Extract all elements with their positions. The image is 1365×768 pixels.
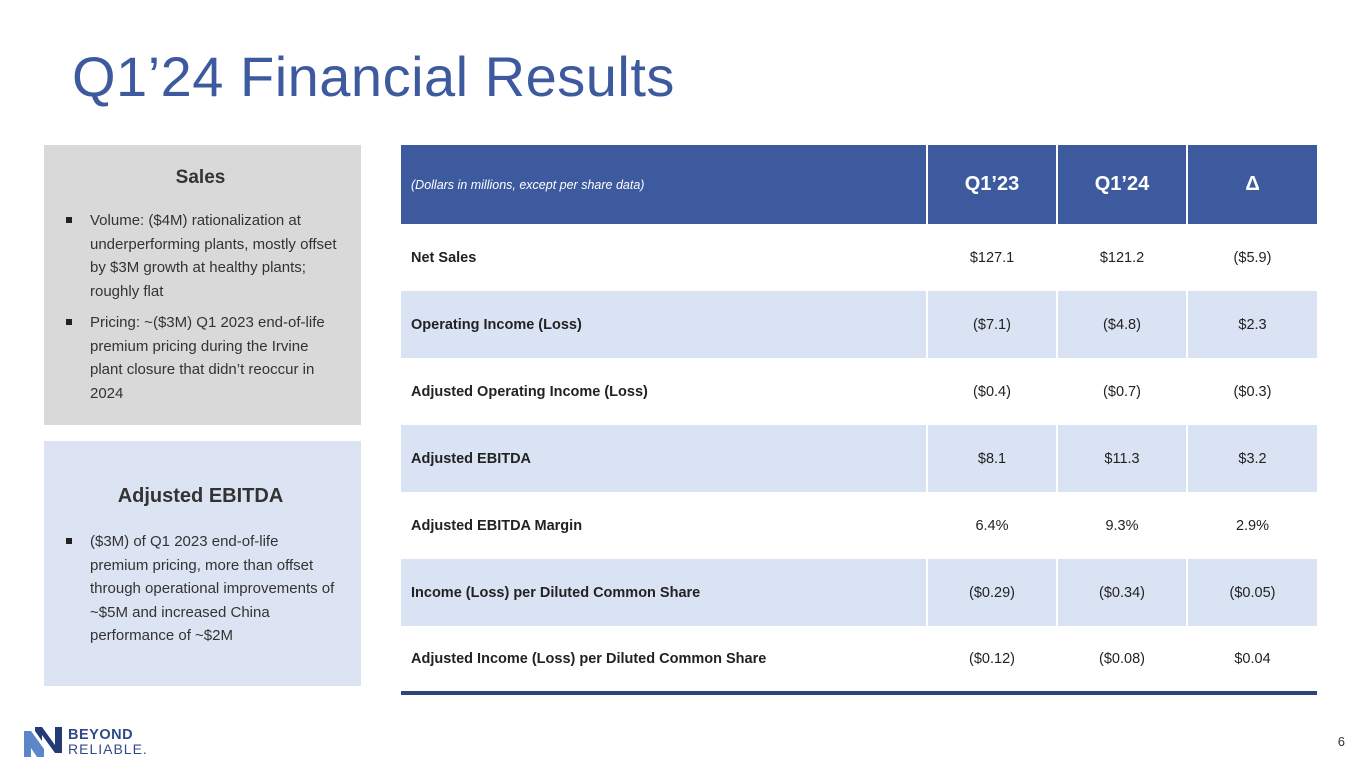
header-delta: Δ xyxy=(1187,145,1317,224)
cell-q1-23: ($7.1) xyxy=(927,291,1057,358)
financial-results-table xyxy=(401,145,1317,695)
cell-q1-24: 9.3% xyxy=(1057,492,1187,559)
table-row xyxy=(401,492,1317,559)
cell-delta: $3.2 xyxy=(1187,425,1317,492)
sales-heading: Sales xyxy=(175,167,226,188)
beyond-reliable-logo xyxy=(24,727,174,759)
sales-bullet-list xyxy=(64,209,337,405)
logo-mark-icon xyxy=(24,727,62,757)
adjusted-ebitda-heading: Adjusted EBITDA xyxy=(117,485,284,507)
cell-q1-23: ($0.4) xyxy=(927,358,1057,425)
sales-panel xyxy=(44,145,361,425)
cell-q1-23: $8.1 xyxy=(927,425,1057,492)
cell-q1-23: ($0.29) xyxy=(927,559,1057,626)
row-label: Adjusted EBITDA Margin xyxy=(411,517,583,534)
adjusted-ebitda-panel xyxy=(44,441,361,686)
row-label: Net Sales xyxy=(411,249,477,266)
table-row xyxy=(401,559,1317,626)
table-header-row xyxy=(401,145,1317,224)
cell-delta: ($5.9) xyxy=(1187,224,1317,291)
header-q1-24: Q1’24 xyxy=(1057,145,1187,224)
cell-q1-23: $127.1 xyxy=(927,224,1057,291)
cell-delta: 2.9% xyxy=(1187,492,1317,559)
cell-delta: $0.04 xyxy=(1187,626,1317,693)
row-label: Adjusted EBITDA xyxy=(401,425,927,492)
cell-delta: ($0.05) xyxy=(1187,559,1317,626)
table-row xyxy=(401,358,1317,425)
cell-q1-24: $121.2 xyxy=(1057,224,1187,291)
table-row xyxy=(401,291,1317,358)
cell-q1-24: ($0.7) xyxy=(1057,358,1187,425)
logo-text-reliable: RELIABLE. xyxy=(68,741,148,757)
row-label: Adjusted Income (Loss) per Diluted Common Share xyxy=(401,626,927,693)
row-label: Income (Loss) per Diluted Common Share xyxy=(401,559,927,626)
header-units-note: (Dollars in millions, except per share data) xyxy=(401,145,927,224)
sales-bullet-pricing: Pricing: ~($3M) Q1 2023 end-of-life premium pricing during the Irvine plant closure that didn’t reoccur in 2024 xyxy=(64,311,337,405)
cell-delta: $2.3 xyxy=(1187,291,1317,358)
table-row xyxy=(401,425,1317,492)
row-label: Operating Income (Loss) xyxy=(401,291,927,358)
ebitda-bullet-list xyxy=(64,530,337,648)
cell-delta: ($0.3) xyxy=(1187,358,1317,425)
cell-q1-23: 6.4% xyxy=(927,492,1057,559)
cell-q1-24: $11.3 xyxy=(1057,425,1187,492)
cell-q1-23: ($0.12) xyxy=(927,626,1057,693)
cell-q1-24: ($4.8) xyxy=(1057,291,1187,358)
row-label: Adjusted Operating Income (Loss) xyxy=(411,383,648,400)
logo-text-beyond: BEYOND xyxy=(68,727,134,743)
cell-q1-24: ($0.08) xyxy=(1057,626,1187,693)
table-row xyxy=(401,224,1317,291)
cell-q1-24: ($0.34) xyxy=(1057,559,1187,626)
page-title: Q1’24 Financial Results xyxy=(72,45,675,108)
sales-bullet-volume: Volume: ($4M) rationalization at underperforming plants, mostly offset by $3M growth at healthy plants; roughly flat xyxy=(64,209,337,303)
table-row xyxy=(401,626,1317,693)
page-number: 6 xyxy=(1337,734,1345,749)
header-q1-23: Q1’23 xyxy=(927,145,1057,224)
ebitda-bullet: ($3M) of Q1 2023 end-of-life premium pricing, more than offset through operational improvements of ~$5M and increased China performance of ~$2M xyxy=(64,530,337,648)
